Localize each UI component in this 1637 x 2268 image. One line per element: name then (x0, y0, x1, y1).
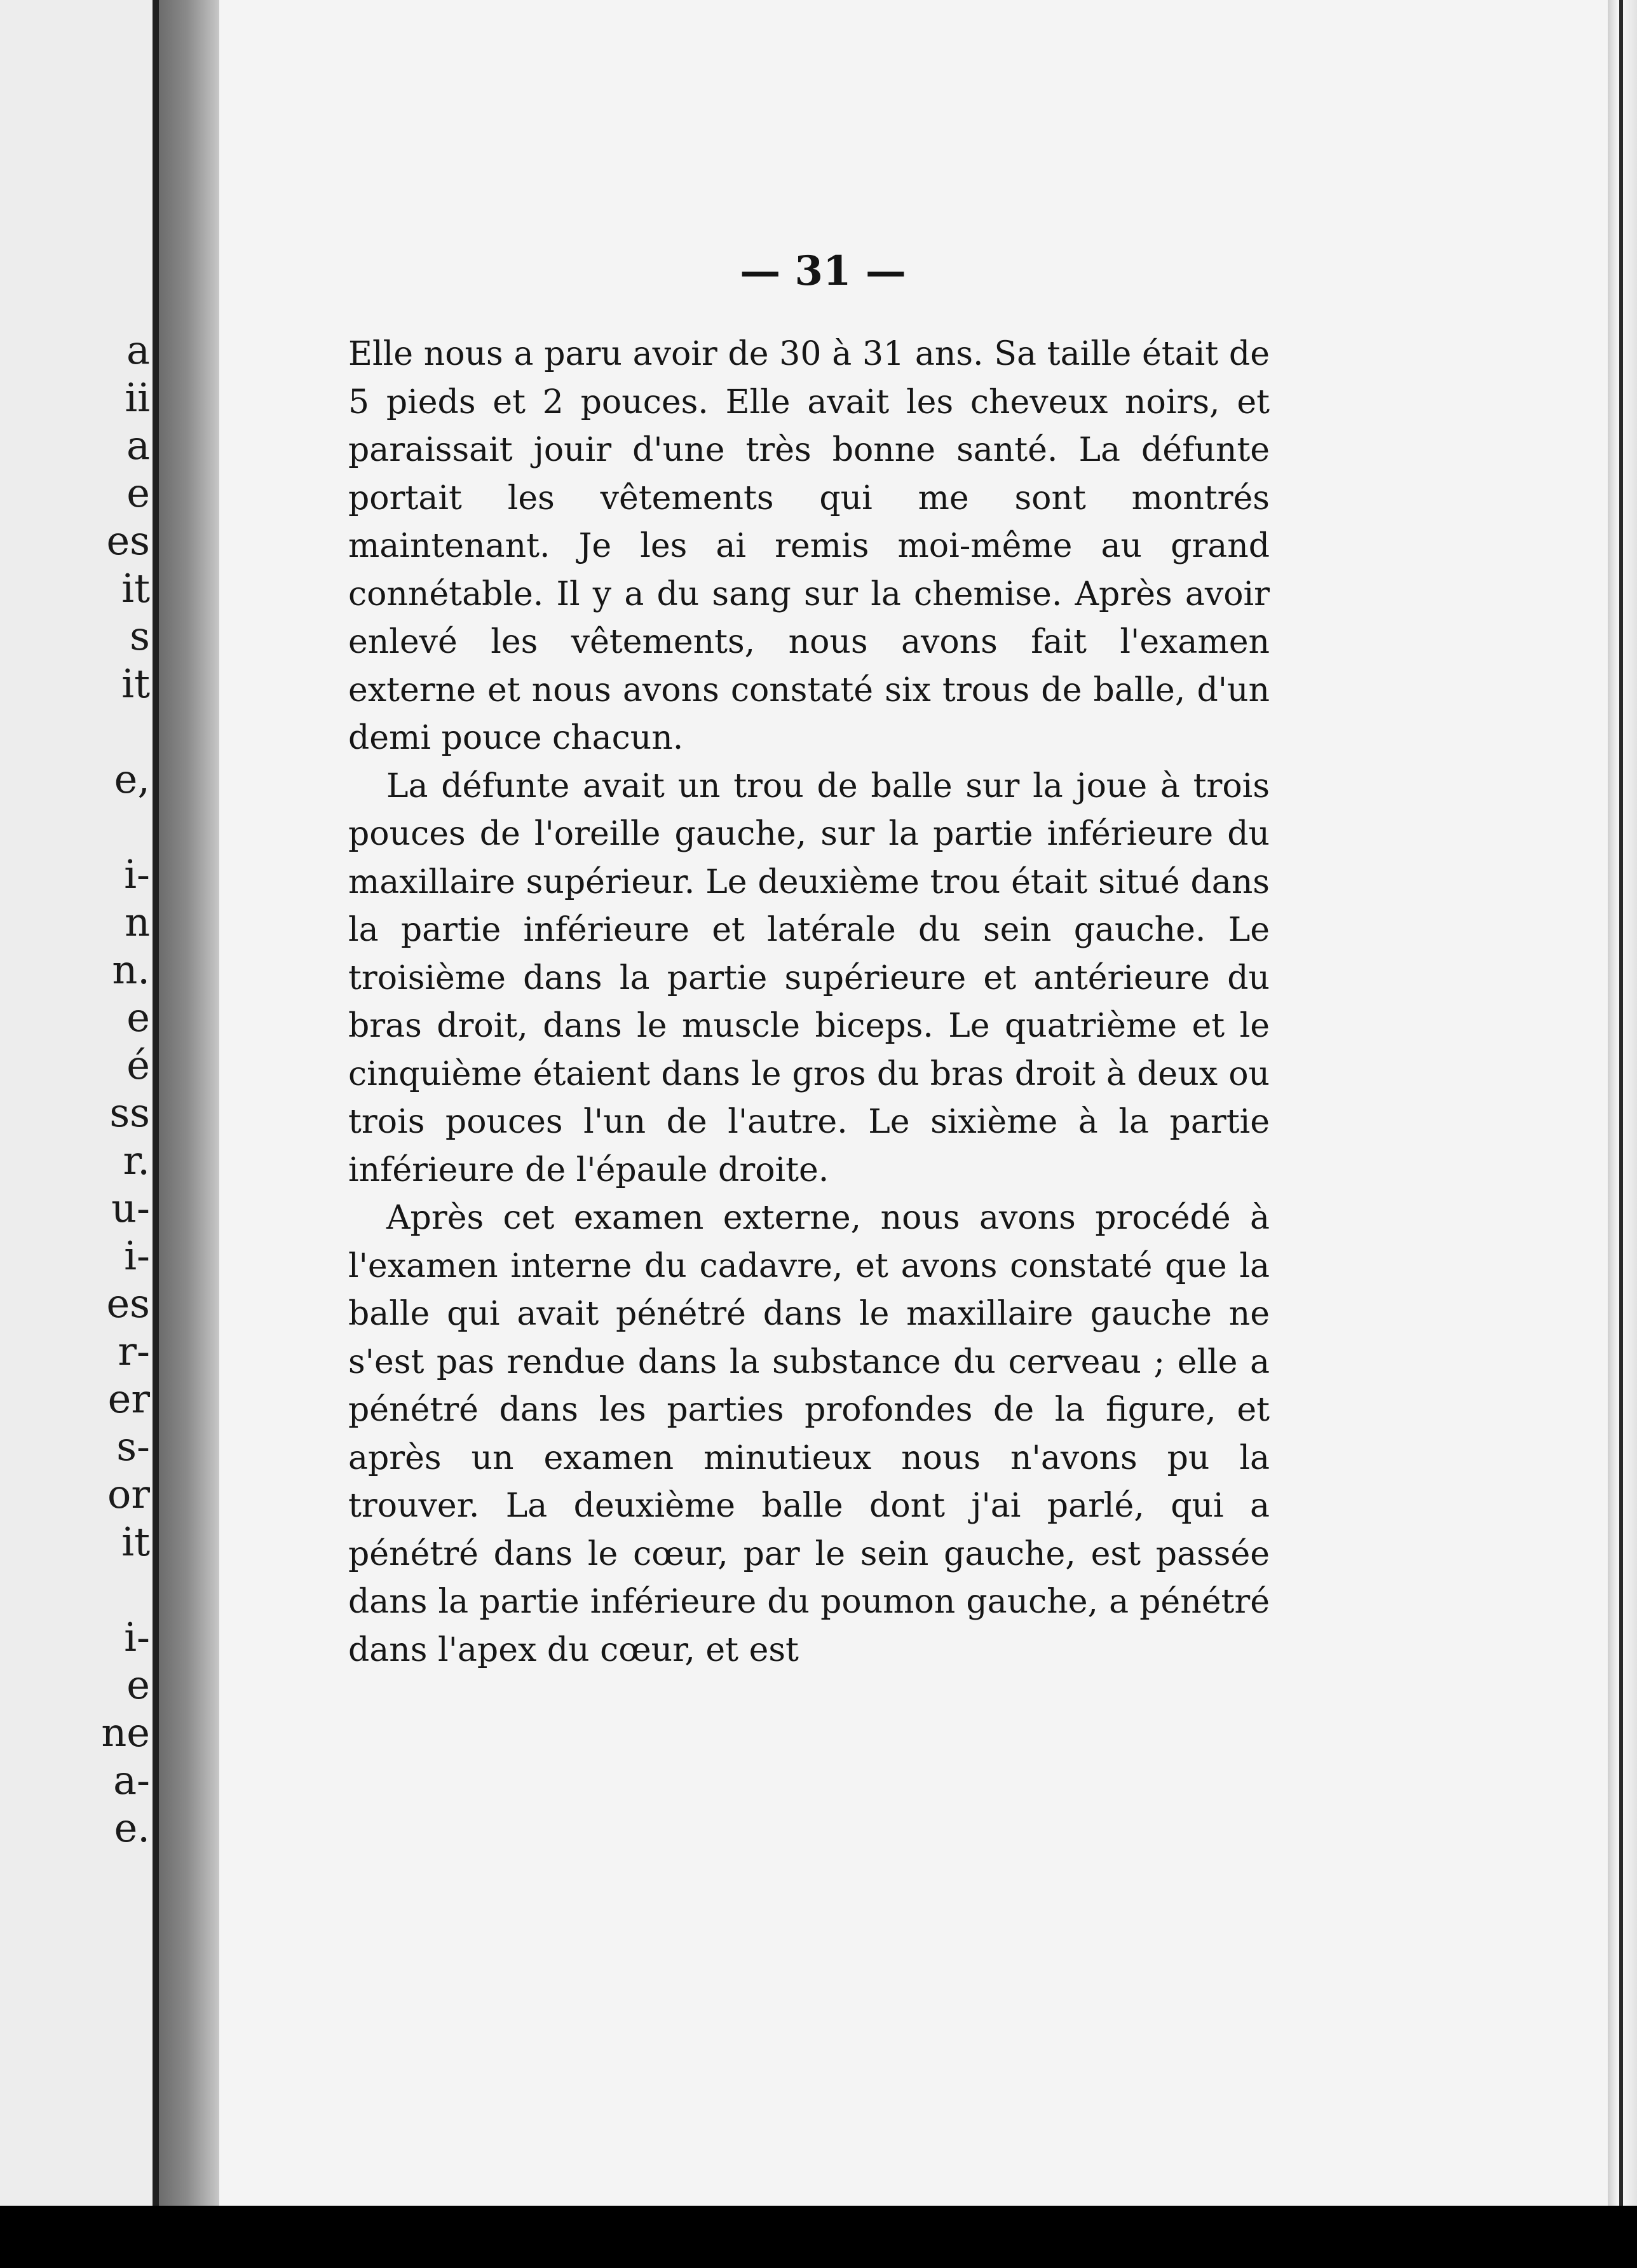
left-page-fragment: or (107, 1471, 150, 1517)
left-page-fragment: it (121, 660, 150, 707)
left-page-fragment: i- (124, 1233, 150, 1279)
left-page-fragment: i- (124, 1614, 150, 1660)
left-page-fragment: r. (123, 1137, 150, 1184)
left-page-fragment: i- (124, 851, 150, 898)
scan-bottom-border (0, 2206, 1637, 2268)
paragraph: Après cet examen externe, nous avons procédé à l'examen interne du cadavre, et avons constaté que la balle qui avait pénétré dans le maxillaire gauche ne s'est pas rendue dans la substance du cerveau ; elle a pénétré dans les parties profondes de la figure, et après un examen minutieux nous n'avons pu la trouver. La deuxième balle dont j'ai parlé, qui a pénétré dans le cœur, par le sein gauche, est passée dans la partie inférieure du poumon gauche, a pénétré dans l'apex du cœur, et est (348, 1199, 1270, 1669)
left-page-fragment: ii (125, 374, 150, 421)
left-page-fragment: ne (101, 1709, 150, 1756)
left-page-fragment: n (125, 899, 150, 945)
left-page-fragment: r- (118, 1328, 150, 1374)
left-page-fragment: it (121, 1519, 150, 1565)
left-page-text-fragments (0, 0, 159, 2268)
left-page-fragment: é (126, 1042, 150, 1088)
left-page-fragment: u- (111, 1185, 150, 1231)
left-page-fragment: a (126, 422, 150, 468)
paragraph: La défunte avait un trou de balle sur la joue à trois pouces de l'oreille gauche, sur la partie inférieure du maxillaire supérieur. Le deuxième trou était situé dans la partie inférieure et latérale du sein gauche. Le troisième dans la partie supérieure et antérieure du bras droit, dans le muscle biceps. Le quatrième et le cinquième étaient dans le gros du bras droit à deux ou trois pouces l'un de l'autre. Le sixième à la partie inférieure de l'épaule droite. (348, 767, 1270, 1189)
left-page-fragment: e (126, 994, 150, 1041)
body-text (348, 331, 1270, 1674)
page-edge-line (1619, 0, 1623, 2268)
page-number: — 31 — (740, 247, 906, 295)
left-page-fragment: er (107, 1376, 150, 1422)
book-gutter (159, 0, 229, 2268)
left-page-fragment: it (121, 565, 150, 611)
left-page-fragment: es (106, 517, 150, 564)
left-page-fragment: s- (116, 1423, 150, 1470)
left-page-fragment: ss (109, 1090, 150, 1136)
left-page-fragment: es (106, 1280, 150, 1327)
left-page-fragment: n. (112, 946, 150, 993)
left-page-fragment: e, (114, 756, 150, 802)
paragraph: Elle nous a paru avoir de 30 à 31 ans. Sa taille était de 5 pieds et 2 pouces. Elle avait les cheveux noirs, et paraissait jouir d'une très bonne santé. La défunte portait les vêtements qui me sont montrés maintenant. Je les ai remis moi-même au grand connétable. Il y a du sang sur la chemise. Après avoir enlevé les vêtements, nous avons fait l'examen externe et nous avons constaté six trous de balle, d'un demi pouce chacun. (348, 335, 1270, 757)
left-page-fragment: e (126, 470, 150, 516)
left-facing-page (0, 0, 159, 2268)
left-page-fragment: s (130, 613, 150, 659)
left-page-fragment: a- (113, 1757, 150, 1803)
left-page-fragment: e (126, 1662, 150, 1708)
left-page-fragment: e. (114, 1805, 150, 1851)
left-page-fragment: a (126, 327, 150, 373)
